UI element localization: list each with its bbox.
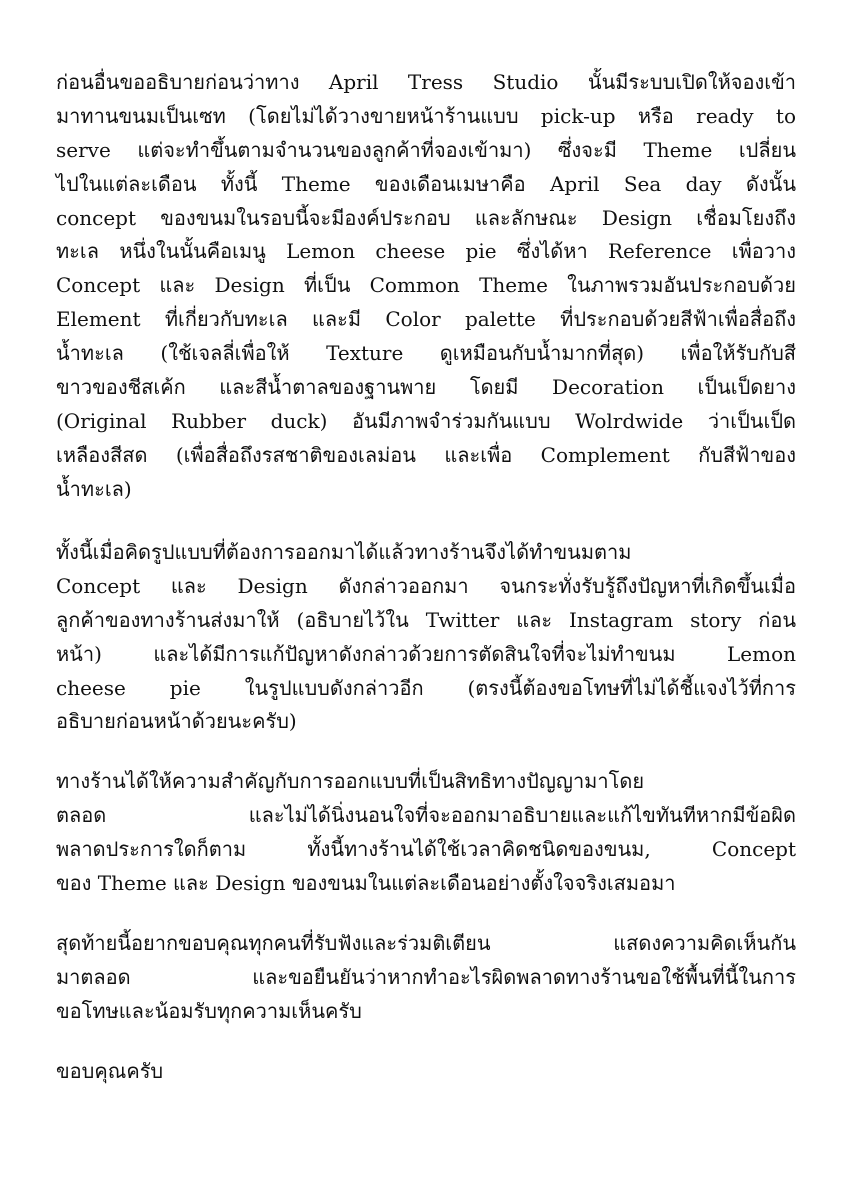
- text-line: ขอบคุณครับ: [56, 1059, 164, 1083]
- text-line: น้ำทะเล (ใช้เจลลี่เพื่อให้ Texture ดูเหมือนกับน้ำมากที่สุด) เพื่อให้รับกับสี: [56, 341, 796, 366]
- text-line: ทั้งนี้เมื่อคิดรูปแบบที่ต้องการออกมาได้แล้วทางร้านจึงได้ทำขนมตาม: [56, 540, 632, 564]
- text-line: ก่อนอื่นขออธิบายก่อนว่าทาง April Tress Studio นั้นมีระบบเปิดให้จองเข้า: [56, 70, 796, 94]
- paragraph-thanks: [56, 1055, 796, 1089]
- text-line: ของ Theme และ Design ของขนมในแต่ละเดือนอย่างตั้งใจจริงเสมอมา: [56, 870, 676, 895]
- text-line: ขอโทษและน้อมรับทุกความเห็นครับ: [56, 998, 362, 1023]
- text-line: พลาดประการใดก็ตาม ทั้งนี้ทางร้านได้ใช้เวลาคิดชนิดของขนม, Concept: [56, 836, 796, 861]
- paragraph-problem: [56, 536, 796, 739]
- text-line: cheese pie ในรูปแบบดังกล่าวอีก (ตรงนี้ต้องขอโทษที่ไม่ได้ชี้แจงไว้ที่การ: [56, 675, 796, 700]
- text-line: ขาวของชีสเค้ก และสีน้ำตาลของฐานพาย โดยมี Decoration เป็นเป็ดยาง: [56, 375, 796, 400]
- text-line: ตลอด และไม่ได้นิ่งนอนใจที่จะออกมาอธิบายและแก้ไขทันทีหากมีข้อผิด: [56, 802, 796, 827]
- text-line: สุดท้ายนี้อยากขอบคุณทุกคนที่รับฟังและร่วมติเตียน แสดงความคิดเห็นกัน: [56, 931, 796, 955]
- text-line: Concept และ Design ที่เป็น Common Theme ในภาพรวมอันประกอบด้วย: [56, 273, 796, 298]
- text-line: ลูกค้าของทางร้านส่งมาให้ (อธิบายไว้ใน Twitter และ Instagram story ก่อน: [56, 607, 796, 632]
- text-line: เหลืองสีสด (เพื่อสื่อถึงรสชาติของเลม่อน และเพื่อ Complement กับสีฟ้าของ: [56, 442, 796, 467]
- text-line: มาทานขนมเป็นเซท (โดยไม่ได้วางขายหน้าร้านแบบ pick-up หรือ ready to: [56, 103, 796, 128]
- text-line: อธิบายก่อนหน้าด้วยนะครับ): [56, 709, 297, 734]
- text-line: Concept และ Design ดังกล่าวออกมา จนกระทั่งรับรู้ถึงปัญหาที่เกิดขึ้นเมื่อ: [56, 573, 796, 598]
- text-line: (Original Rubber duck) อันมีภาพจำร่วมกันแบบ Wolrdwide ว่าเป็นเป็ด: [56, 408, 796, 433]
- text-line: Element ที่เกี่ยวกับทะเล และมี Color palette ที่ประกอบด้วยสีฟ้าเพื่อสื่อถึง: [56, 307, 796, 332]
- paragraph-commitment: [56, 765, 796, 901]
- text-line: มาตลอด และขอยืนยันว่าหากทำอะไรผิดพลาดทางร้านขอใช้พื้นที่นี้ในการ: [56, 964, 796, 989]
- text-line: serve แต่จะทำขึ้นตามจำนวนของลูกค้าที่จองเข้ามา) ซึ่งจะมี Theme เปลี่ยน: [56, 137, 796, 162]
- text-line: ไปในแต่ละเดือน ทั้งนี้ Theme ของเดือนเมษาคือ April Sea day ดังนั้น: [56, 171, 796, 196]
- paragraph-closing: [56, 927, 796, 1029]
- text-line: ทะเล หนึ่งในนั้นคือเมนู Lemon cheese pie ซึ่งได้หา Reference เพื่อวาง: [56, 239, 796, 264]
- text-line: ทางร้านได้ให้ความสำคัญกับการออกแบบที่เป็นสิทธิทางปัญญามาโดย: [56, 769, 645, 793]
- paragraph-explanation: [56, 66, 796, 507]
- text-line: น้ำทะเล): [56, 476, 132, 501]
- text-line: concept ของขนมในรอบนี้จะมีองค์ประกอบ และลักษณะ Design เชื่อมโยงถึง: [56, 205, 796, 230]
- text-line: หน้า) และได้มีการแก้ปัญหาดังกล่าวด้วยการตัดสินใจที่จะไม่ทำขนม Lemon: [56, 641, 796, 666]
